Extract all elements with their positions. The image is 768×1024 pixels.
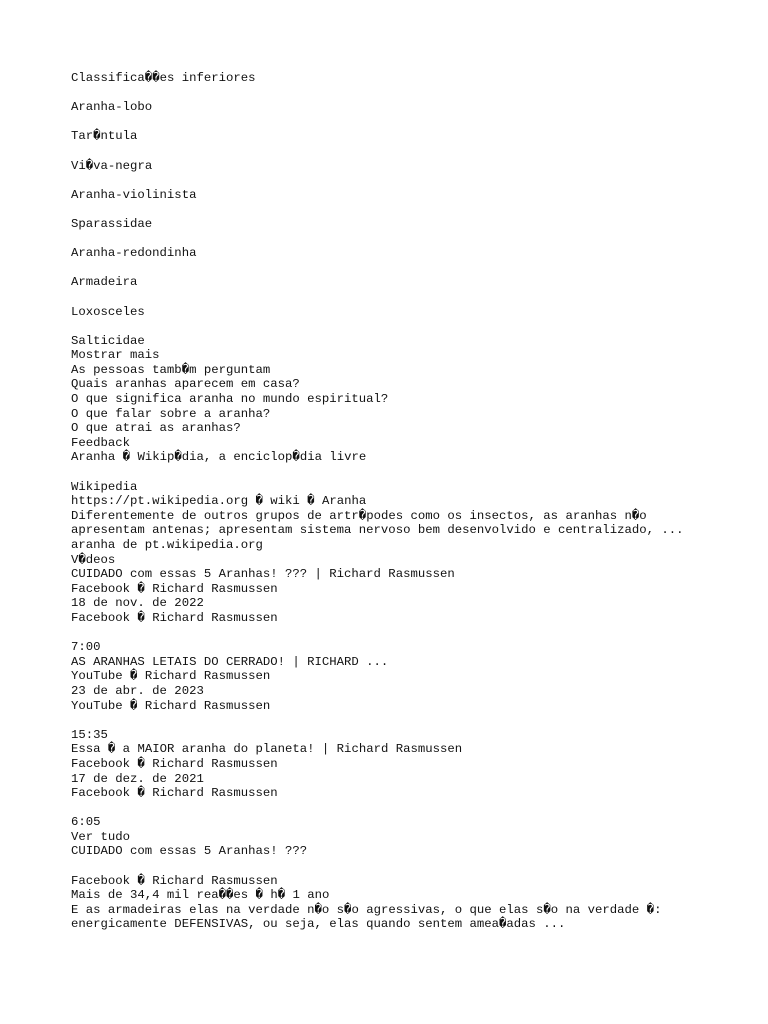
document-text: [71, 71, 761, 932]
video-duration: 7:00: [71, 640, 101, 655]
spacer: [71, 626, 761, 641]
spacer: [71, 859, 761, 874]
question-item[interactable]: O que significa aranha no mundo espiritual?: [71, 392, 389, 407]
spacer: [71, 173, 761, 188]
spacer: [71, 713, 761, 728]
question-item[interactable]: Quais aranhas aparecem em casa?: [71, 377, 300, 392]
question-item[interactable]: O que atrai as aranhas?: [71, 421, 241, 436]
classifications-heading: Classifica��es inferiores: [71, 71, 256, 85]
facebook-result-snippet: E as armadeiras elas na verdade n�o s�o agressivas, o que elas s�o na verdade �:: [71, 902, 662, 917]
facebook-result-source: Facebook � Richard Rasmussen: [71, 873, 278, 888]
wiki-result-title[interactable]: Aranha � Wikip�dia, a enciclop�dia livre: [71, 450, 367, 465]
spacer: [71, 144, 761, 159]
videos-heading: V�deos: [71, 552, 116, 567]
spacer: [71, 465, 761, 480]
video-title[interactable]: AS ARANHAS LETAIS DO CERRADO! | RICHARD ...: [71, 654, 389, 669]
classification-item-armadeira[interactable]: Armadeira: [71, 275, 138, 290]
spacer: [71, 86, 761, 101]
spacer: [71, 290, 761, 305]
video-channel: Facebook � Richard Rasmussen: [71, 581, 278, 596]
question-item[interactable]: O que falar sobre a aranha?: [71, 406, 271, 421]
wiki-result-site: Wikipedia: [71, 479, 138, 494]
classification-item-viuva-negra[interactable]: Vi�va-negra: [71, 158, 153, 173]
video-date: 18 de nov. de 2022: [71, 596, 204, 611]
classification-item-aranha-lobo[interactable]: Aranha-lobo: [71, 100, 153, 115]
facebook-result-title[interactable]: CUIDADO com essas 5 Aranhas! ???: [71, 844, 308, 859]
feedback-link[interactable]: Feedback: [71, 435, 131, 450]
classification-item-sparassidae[interactable]: Sparassidae: [71, 216, 153, 231]
classification-item-tarantula[interactable]: Tar�ntula: [71, 129, 138, 144]
video-channel: YouTube � Richard Rasmussen: [71, 698, 271, 713]
video-title[interactable]: Essa � a MAIOR aranha do planeta! | Richard Rasmussen: [71, 742, 463, 757]
video-date: 17 de dez. de 2021: [71, 771, 204, 786]
video-channel: Facebook � Richard Rasmussen: [71, 756, 278, 771]
classification-item-salticidae[interactable]: Salticidae: [71, 333, 145, 348]
spacer: [71, 319, 761, 334]
spacer: [71, 202, 761, 217]
classification-item-aranha-violinista[interactable]: Aranha-violinista: [71, 187, 197, 202]
see-all-link[interactable]: Ver tudo: [71, 829, 131, 844]
wiki-result-snippet: Diferentemente de outros grupos de artr�podes como os insectos, as aranhas n�o: [71, 508, 647, 523]
video-channel: Facebook � Richard Rasmussen: [71, 786, 278, 801]
wiki-result-url[interactable]: https://pt.wikipedia.org � wiki � Aranha: [71, 494, 367, 509]
classification-item-aranha-redondinha[interactable]: Aranha-redondinha: [71, 246, 197, 261]
show-more-link[interactable]: Mostrar mais: [71, 348, 160, 363]
spacer: [71, 801, 761, 816]
video-date: 23 de abr. de 2023: [71, 683, 204, 698]
spacer: [71, 261, 761, 276]
video-duration: 6:05: [71, 815, 101, 830]
people-also-ask-heading: As pessoas tamb�m perguntam: [71, 362, 271, 377]
facebook-result-snippet: energicamente DEFENSIVAS, ou seja, elas quando sentem amea�adas ...: [71, 917, 566, 932]
video-title[interactable]: CUIDADO com essas 5 Aranhas! ??? | Richard Rasmussen: [71, 567, 455, 582]
facebook-result-meta: Mais de 34,4 mil rea��es � h� 1 ano: [71, 888, 330, 903]
video-channel: Facebook � Richard Rasmussen: [71, 610, 278, 625]
video-channel: YouTube � Richard Rasmussen: [71, 669, 271, 684]
spacer: [71, 232, 761, 247]
classification-item-loxosceles[interactable]: Loxosceles: [71, 304, 145, 319]
video-duration: 15:35: [71, 727, 108, 742]
wiki-result-source: aranha de pt.wikipedia.org: [71, 538, 263, 552]
spacer: [71, 115, 761, 130]
wiki-result-snippet: apresentam antenas; apresentam sistema nervoso bem desenvolvido e centralizado, ...: [71, 523, 684, 538]
